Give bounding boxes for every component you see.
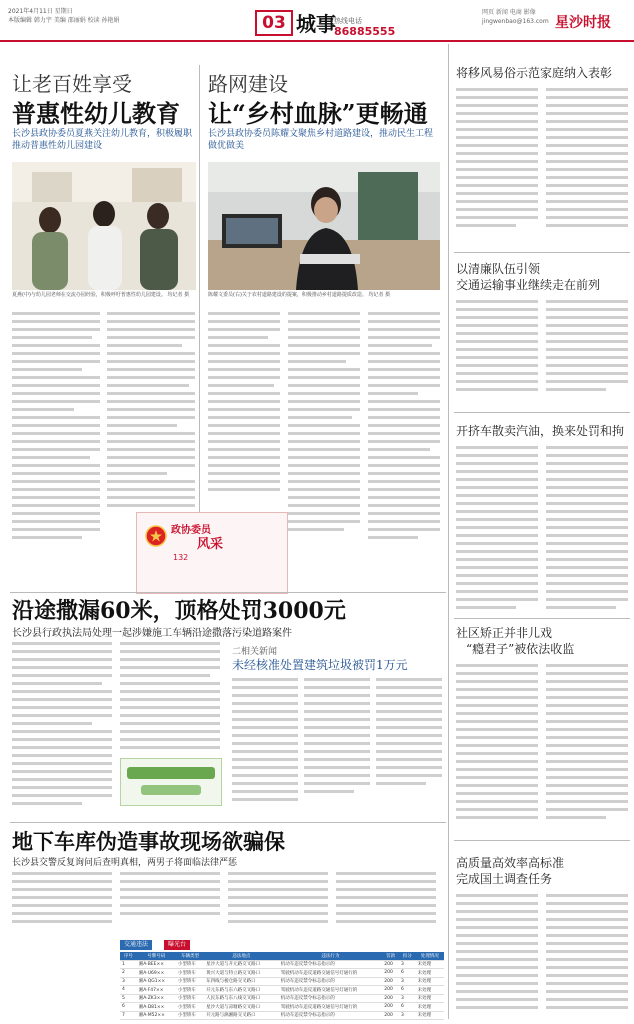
date-line: 2021年4月11日 星期日 (8, 8, 73, 15)
table-cell: 7 (120, 1011, 137, 1020)
table-cell: 湘A·M52×× (137, 1011, 176, 1020)
side-divider (454, 252, 630, 253)
table-cell: 东四线与板仓路交叉路口 (204, 977, 279, 986)
table-cell: 人民东路与东八线交叉路口 (204, 994, 279, 1003)
table-cell: 开元路与漓湘路交叉路口 (204, 1011, 279, 1020)
table-row (120, 1003, 444, 1012)
article3-title: 沿途撒漏60米，顶格处罚3000元 (12, 598, 346, 624)
article3-subtitle: 长沙县行政执法局处理一起涉嫌施工车辆沿途撒落污染道路案件 (12, 628, 292, 639)
table-cell: 未处理 (416, 977, 444, 986)
side-article2-title2: 交通运输事业继续走在前列 (456, 278, 601, 292)
table-cell: 湘A·U69×× (137, 969, 176, 978)
table-cell: 200 (382, 1011, 399, 1020)
side-article5-title2: 完成国土调查任务 (456, 872, 553, 886)
table-cell: 未处理 (416, 986, 444, 995)
article2-photo (208, 162, 440, 290)
table-header: 号牌号码 (137, 952, 176, 960)
article5-body (12, 870, 444, 930)
table-header: 车辆类型 (176, 952, 204, 960)
cppcc-emblem-icon (145, 525, 167, 547)
table-cell: 驾驶机动车违反道路交通信号灯通行的 (279, 986, 383, 995)
table-header: 违法行为 (279, 952, 383, 960)
table-cell: 3 (399, 977, 416, 986)
table-row (120, 969, 444, 978)
table-cell: 小型轿车 (176, 960, 204, 969)
side-article2-title1: 以清廉队伍引领 (456, 262, 541, 276)
table-header: 扣分 (399, 952, 416, 960)
table-cell: 2 (120, 969, 137, 978)
table-cell: 4 (120, 986, 137, 995)
table-row (120, 1011, 444, 1020)
table-header: 罚款 (382, 952, 399, 960)
article2-kicker: 路网建设 (208, 72, 288, 96)
hotline-number: 86885555 (334, 25, 396, 38)
side-article2-body (456, 298, 628, 402)
table-cell: 驾驶机动车违反道路交通信号灯通行的 (279, 1003, 383, 1012)
cppcc-feature-badge (136, 512, 288, 594)
table-cell: 湘A·D81×× (137, 1003, 176, 1012)
article1-subtitle: 长沙县政协委员夏燕关注幼儿教育，积极履职推动普惠性幼儿园建设 (12, 129, 193, 151)
article2-subtitle: 长沙县政协委员陈耀文聚焦乡村道路建设，推动民生工程做优做美 (208, 129, 434, 151)
table-row (120, 960, 444, 969)
table-label-a: 交通违法 (120, 940, 152, 950)
side-article3-title: 开挤车散卖汽油，换来处罚和拘 (456, 424, 625, 438)
badge-line1: 政协委员 (171, 525, 211, 536)
section-divider (10, 592, 446, 593)
table-cell: 小型轿车 (176, 969, 204, 978)
table-cell: 黄兴大道与特立路交叉路口 (204, 969, 279, 978)
table-cell: 机动车违反禁令标志指示的 (279, 960, 383, 969)
table-cell: 6 (399, 969, 416, 978)
section-title: 城事 (296, 12, 336, 36)
table-cell: 未处理 (416, 960, 444, 969)
article1-title: 普惠性幼儿教育 (12, 99, 180, 128)
table-cell: 小型轿车 (176, 986, 204, 995)
article3-graphic (120, 758, 222, 806)
table-header-row (120, 952, 444, 960)
table-cell: 200 (382, 1003, 399, 1012)
table-cell: 6 (120, 1003, 137, 1012)
side-article4-title1: 社区矫正并非儿戏 (456, 626, 553, 640)
table-cell: 湘A·BEE×× (137, 960, 176, 969)
side-article4-body (456, 662, 628, 832)
table-cell: 未处理 (416, 1011, 444, 1020)
column-divider (448, 44, 449, 1019)
newspaper-brand: 星沙时报 (555, 15, 611, 31)
section-divider-2 (10, 822, 446, 823)
side-article1-title: 将移风易俗示范家庭纳入表彰 (456, 66, 613, 80)
table-cell: 3 (399, 960, 416, 969)
side-article5-title1: 高质量高效率高标准 (456, 856, 565, 870)
table-cell: 未处理 (416, 969, 444, 978)
table-cell: 未处理 (416, 1003, 444, 1012)
article1-kicker: 让老百姓享受 (12, 72, 132, 96)
article5-subtitle: 长沙县交警反复询问后查明真相，两男子将面临法律严惩 (12, 858, 238, 868)
side-article5-body (456, 892, 628, 1020)
article1-photo (12, 162, 196, 290)
table-cell: 小型轿车 (176, 977, 204, 986)
side-divider (454, 618, 630, 619)
violation-table-body (120, 960, 444, 1020)
table-header: 违法地点 (204, 952, 279, 960)
table-cell: 3 (399, 994, 416, 1003)
table-cell: 未处理 (416, 994, 444, 1003)
table-cell: 5 (120, 994, 137, 1003)
violation-table (120, 952, 444, 1020)
table-row (120, 986, 444, 995)
table-cell: 机动车违反禁令标志指示的 (279, 994, 383, 1003)
side-article4-title2: “瘾君子”被依法收监 (466, 642, 575, 656)
table-label-b: 曝光台 (164, 940, 190, 950)
header-links: 网页 新闻 电商 影像 (482, 9, 536, 16)
table-cell: 湘A·ZK3×× (137, 994, 176, 1003)
table-cell: 3 (120, 977, 137, 986)
table-cell: 湘A·F47×× (137, 986, 176, 995)
article2-caption: 陈耀文委员(右)关于农村道路建设的提案，积极推动乡村道路提质改造。 均记者 摄 (208, 292, 391, 298)
table-cell: 星沙大道与凉塘路交叉路口 (204, 1003, 279, 1012)
header-email: jingwenbao@163.com (482, 18, 549, 25)
editor-line: 本版编辑 韩力宇 美编 邵丽娟 校读 孙艳娟 (8, 17, 120, 24)
table-header: 序号 (120, 952, 137, 960)
table-cell: 1 (120, 960, 137, 969)
article2-body (208, 310, 440, 545)
table-row (120, 977, 444, 986)
article4-body (232, 676, 442, 816)
article4-title: 未经核准处置建筑垃圾被罚1万元 (232, 658, 408, 672)
side-article1-body (456, 86, 628, 236)
table-cell: 200 (382, 977, 399, 986)
table-cell: 3 (399, 1011, 416, 1020)
article2-title: 让“乡村血脉”更畅通 (208, 99, 428, 128)
side-divider (454, 840, 630, 841)
table-cell: 200 (382, 994, 399, 1003)
table-cell: 开元东路与东六路交叉路口 (204, 986, 279, 995)
table-cell: 200 (382, 986, 399, 995)
badge-line2: 风采 (197, 537, 224, 552)
table-cell: 200 (382, 960, 399, 969)
table-cell: 星沙大道与开元路交叉路口 (204, 960, 279, 969)
page-number: 03 (255, 10, 293, 36)
table-cell: 湘A·QG1×× (137, 977, 176, 986)
table-cell: 小型轿车 (176, 1003, 204, 1012)
table-cell: 机动车违反禁令标志指示的 (279, 1011, 383, 1020)
article1-body (12, 310, 196, 545)
badge-number: 132 (173, 553, 189, 562)
table-header: 处理情况 (416, 952, 444, 960)
side-article3-body (456, 444, 628, 614)
side-divider (454, 412, 630, 413)
table-cell: 6 (399, 1003, 416, 1012)
violation-table-block (120, 940, 444, 1020)
table-cell: 机动车违反禁令标志指示的 (279, 977, 383, 986)
table-cell: 小型轿车 (176, 1011, 204, 1020)
table-row (120, 994, 444, 1003)
table-cell: 200 (382, 969, 399, 978)
table-cell: 驾驶机动车违反道路交通信号灯通行的 (279, 969, 383, 978)
article4-kicker: 二相关新闻 (232, 647, 278, 657)
article5-title: 地下车库伪造事故现场欲骗保 (12, 829, 285, 854)
article1-caption: 夏燕(中)与幼儿园老师在交流办园经验，积极呼吁普惠性幼儿园建设。 均记者 摄 (12, 292, 190, 298)
hotline-label: 热线电话 (334, 17, 362, 25)
table-cell: 小型轿车 (176, 994, 204, 1003)
table-cell: 6 (399, 986, 416, 995)
